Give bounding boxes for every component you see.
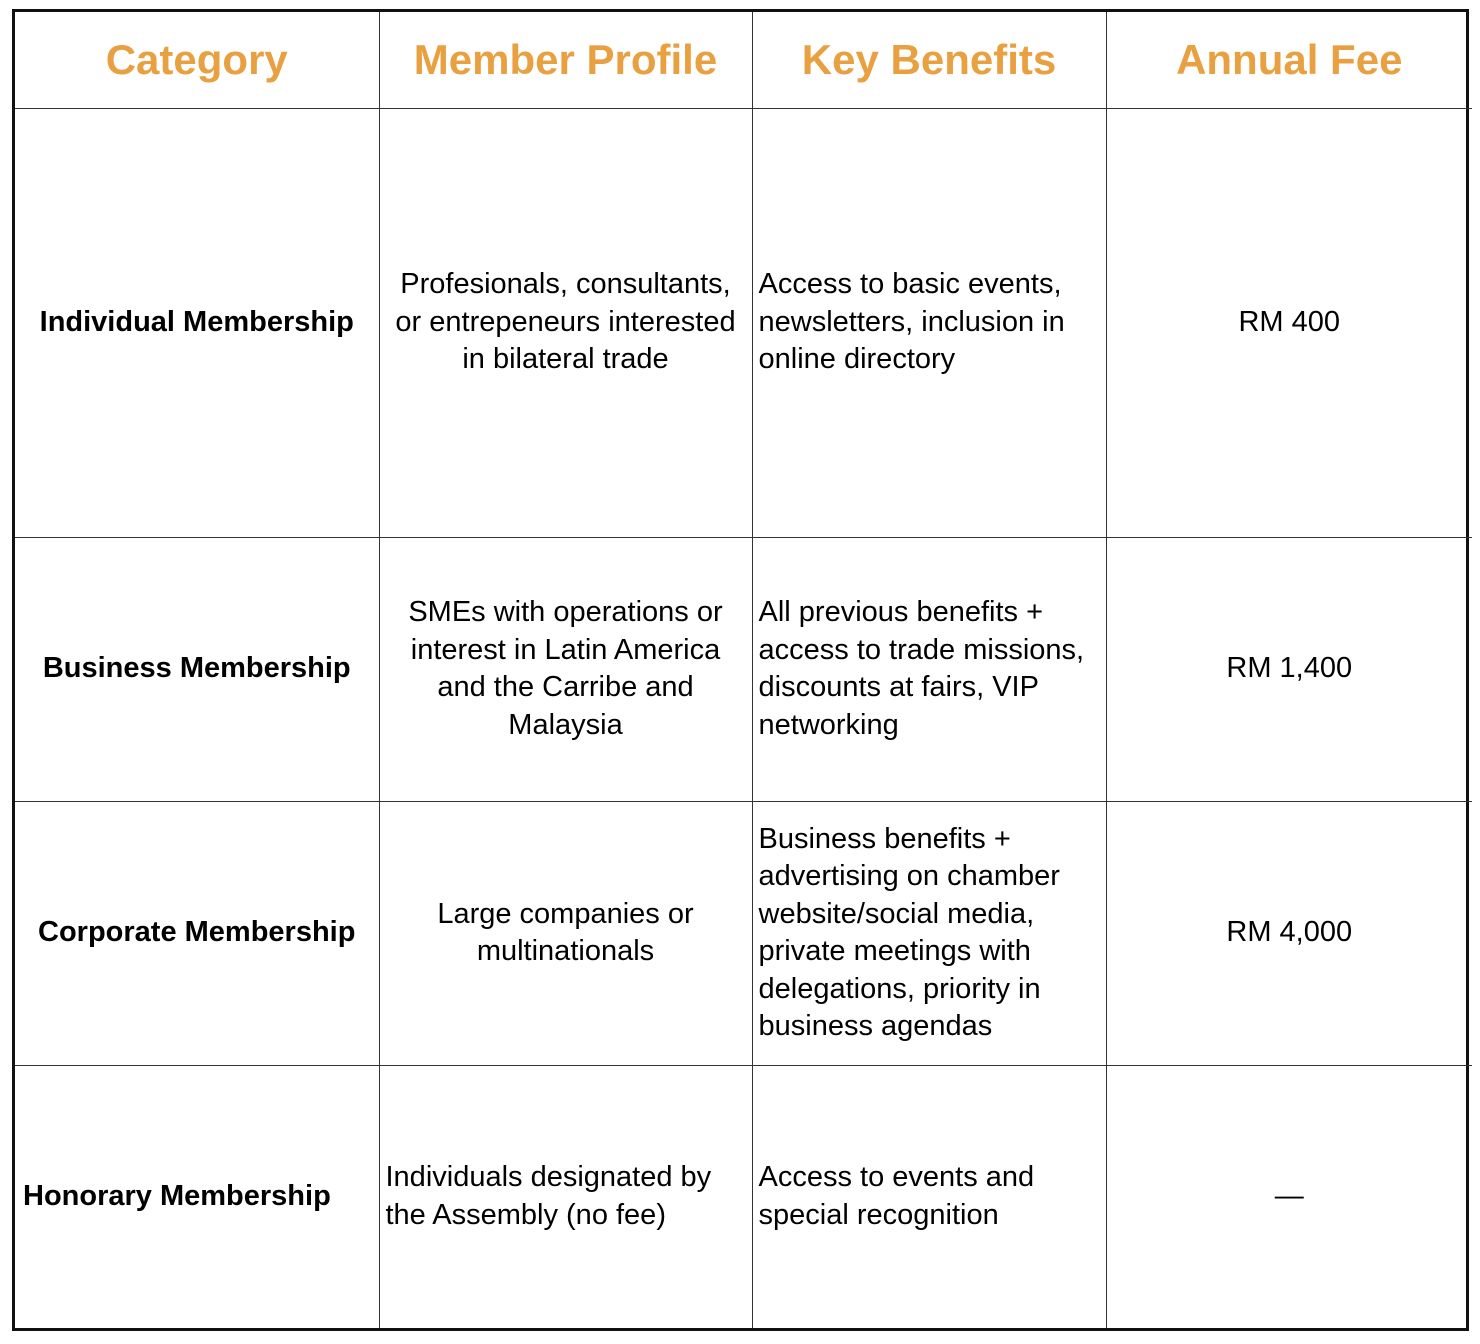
category-cell: Individual Membership [15, 108, 379, 537]
table-row-individual [15, 108, 1472, 537]
membership-table [15, 12, 1472, 1328]
category-cell: Corporate Membership [15, 801, 379, 1065]
header-member-profile: Member Profile [379, 12, 752, 108]
member-profile-cell: SMEs with operations or interest in Latin America and the Carribe and Malaysia [379, 537, 752, 801]
annual-fee-cell: RM 400 [1106, 108, 1472, 537]
header-annual-fee: Annual Fee [1106, 12, 1472, 108]
membership-table-frame [12, 9, 1469, 1331]
table-header [15, 12, 1472, 108]
header-category: Category [15, 12, 379, 108]
header-key-benefits: Key Benefits [752, 12, 1106, 108]
header-row [15, 12, 1472, 108]
key-benefits-cell: Access to basic events, newsletters, inclusion in online directory [752, 108, 1106, 537]
key-benefits-cell: Access to events and special recognition [752, 1065, 1106, 1328]
table-body [15, 108, 1472, 1328]
key-benefits-cell: Business benefits + advertising on chamber website/social media, private meetings with delegations, priority in business agendas [752, 801, 1106, 1065]
table-row-corporate [15, 801, 1472, 1065]
category-cell: Business Membership [15, 537, 379, 801]
member-profile-cell: Profesionals, consultants, or entrepeneurs interested in bilateral trade [379, 108, 752, 537]
table-row-honorary [15, 1065, 1472, 1328]
annual-fee-cell: — [1106, 1065, 1472, 1328]
category-cell: Honorary Membership [15, 1065, 379, 1328]
annual-fee-cell: RM 4,000 [1106, 801, 1472, 1065]
member-profile-cell: Large companies or multinationals [379, 801, 752, 1065]
key-benefits-cell: All previous benefits + access to trade missions, discounts at fairs, VIP networking [752, 537, 1106, 801]
table-row-business [15, 537, 1472, 801]
member-profile-cell: Individuals designated by the Assembly (no fee) [379, 1065, 752, 1328]
annual-fee-cell: RM 1,400 [1106, 537, 1472, 801]
